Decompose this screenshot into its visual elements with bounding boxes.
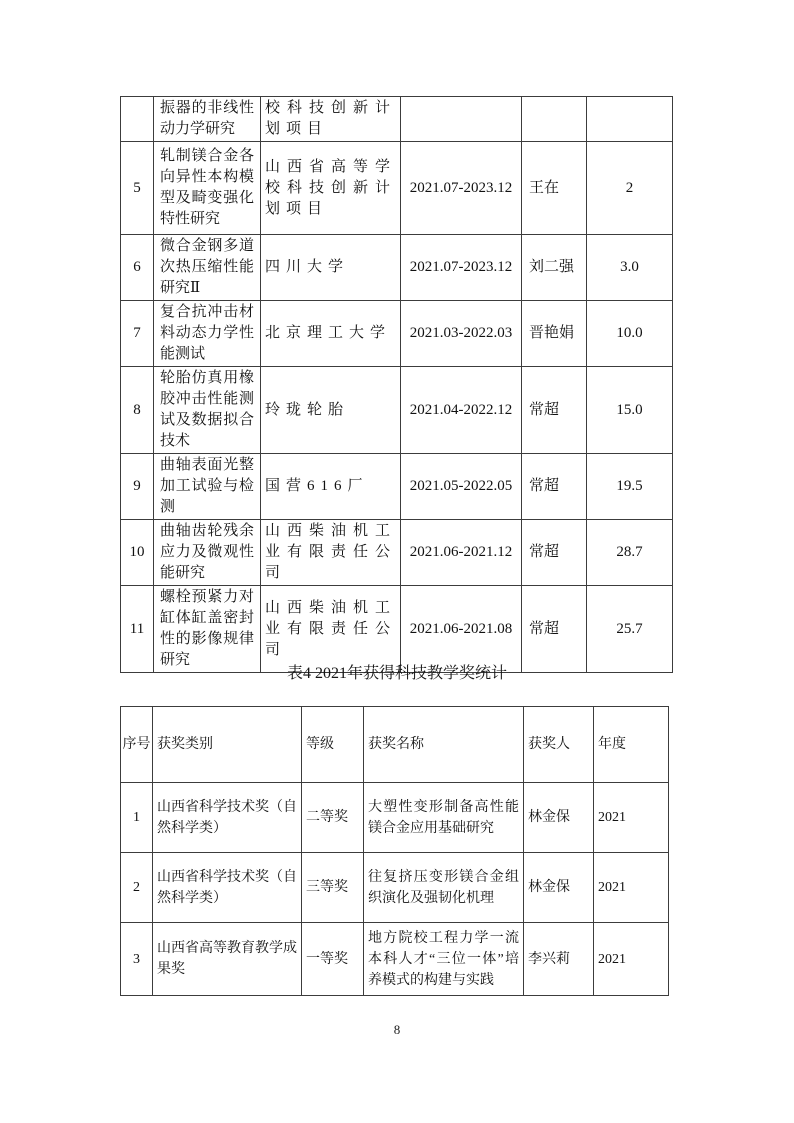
cell-no: 11: [121, 586, 154, 673]
cell-no: 5: [121, 142, 154, 235]
table-header-row: [121, 707, 669, 783]
cell-amount: 15.0: [587, 367, 673, 454]
cell-award-name: 往复挤压变形镁合金组织演化及强韧化机理: [364, 853, 524, 923]
table-row: [121, 586, 673, 673]
cell-grade: 二等奖: [302, 783, 364, 853]
table-row: [121, 853, 669, 923]
cell-amount: 10.0: [587, 301, 673, 367]
cell-org: 校科技创新计划项目: [261, 97, 401, 142]
cell-no: 1: [121, 783, 153, 853]
cell-amount: [587, 97, 673, 142]
cell-project: 复合抗冲击材料动态力学性能测试: [154, 301, 261, 367]
cell-project: 曲轴齿轮残余应力及微观性能研究: [154, 520, 261, 586]
cell-amount: 3.0: [587, 235, 673, 301]
cell-person: 常超: [522, 367, 587, 454]
cell-no: 3: [121, 923, 153, 996]
cell-org: 四川大学: [261, 235, 401, 301]
cell-period: 2021.03-2022.03: [401, 301, 522, 367]
cell-period: 2021.07-2023.12: [401, 235, 522, 301]
cell-project: 螺栓预紧力对缸体缸盖密封性的影像规律研究: [154, 586, 261, 673]
cell-period: 2021.04-2022.12: [401, 367, 522, 454]
cell-winner: 林金保: [524, 783, 594, 853]
cell-period: 2021.06-2021.08: [401, 586, 522, 673]
cell-project: 轧制镁合金各向异性本构模型及畸变强化特性研究: [154, 142, 261, 235]
table-row: [121, 923, 669, 996]
header-no: 序号: [121, 707, 153, 783]
cell-year: 2021: [594, 853, 669, 923]
table-row: [121, 142, 673, 235]
cell-person: [522, 97, 587, 142]
table-row: [121, 235, 673, 301]
cell-year: 2021: [594, 783, 669, 853]
cell-org: 北京理工大学: [261, 301, 401, 367]
cell-grade: 三等奖: [302, 853, 364, 923]
cell-period: [401, 97, 522, 142]
cell-award-name: 大塑性变形制备高性能镁合金应用基础研究: [364, 783, 524, 853]
table-row: [121, 454, 673, 520]
cell-no: 9: [121, 454, 154, 520]
cell-award-name: 地方院校工程力学一流本科人才“三位一体”培养模式的构建与实践: [364, 923, 524, 996]
cell-person: 刘二强: [522, 235, 587, 301]
cell-project: 曲轴表面光整加工试验与检测: [154, 454, 261, 520]
cell-no: 7: [121, 301, 154, 367]
table-row-partial: [121, 97, 673, 142]
page-number: 8: [393, 1022, 401, 1037]
cell-person: 常超: [522, 454, 587, 520]
header-grade: 等级: [302, 707, 364, 783]
cell-project: 轮胎仿真用橡胶冲击性能测试及数据拟合技术: [154, 367, 261, 454]
cell-person: 王在: [522, 142, 587, 235]
cell-org: 山西柴油机工业有限责任公司: [261, 520, 401, 586]
cell-org: 山西省高等学校科技创新计划项目: [261, 142, 401, 235]
cell-no: [121, 97, 154, 142]
cell-winner: 林金保: [524, 853, 594, 923]
cell-amount: 19.5: [587, 454, 673, 520]
cell-category: 山西省科学技术奖（自然科学类）: [153, 783, 302, 853]
header-winner: 获奖人: [524, 707, 594, 783]
table-row: [121, 301, 673, 367]
cell-period: 2021.05-2022.05: [401, 454, 522, 520]
table-row: [121, 783, 669, 853]
header-category: 获奖类别: [153, 707, 302, 783]
cell-org: 国营616厂: [261, 454, 401, 520]
awards-table: [120, 706, 669, 996]
cell-person: 晋艳娟: [522, 301, 587, 367]
cell-amount: 2: [587, 142, 673, 235]
cell-project: 微合金钢多道次热压缩性能研究Ⅱ: [154, 235, 261, 301]
header-year: 年度: [594, 707, 669, 783]
cell-grade: 一等奖: [302, 923, 364, 996]
cell-no: 8: [121, 367, 154, 454]
cell-no: 6: [121, 235, 154, 301]
cell-category: 山西省科学技术奖（自然科学类）: [153, 853, 302, 923]
table-row: [121, 367, 673, 454]
cell-project: 振器的非线性动力学研究: [154, 97, 261, 142]
cell-person: 常超: [522, 520, 587, 586]
cell-period: 2021.06-2021.12: [401, 520, 522, 586]
cell-category: 山西省高等教育教学成果奖: [153, 923, 302, 996]
cell-no: 10: [121, 520, 154, 586]
table4-title: 表4 2021年获得科技教学奖统计: [286, 665, 507, 682]
cell-org: 玲珑轮胎: [261, 367, 401, 454]
cell-person: 常超: [522, 586, 587, 673]
projects-table: [120, 96, 673, 673]
cell-no: 2: [121, 853, 153, 923]
cell-org: 山西柴油机工业有限责任公司: [261, 586, 401, 673]
cell-period: 2021.07-2023.12: [401, 142, 522, 235]
cell-amount: 25.7: [587, 586, 673, 673]
cell-winner: 李兴莉: [524, 923, 594, 996]
cell-amount: 28.7: [587, 520, 673, 586]
cell-year: 2021: [594, 923, 669, 996]
table-row: [121, 520, 673, 586]
header-award-name: 获奖名称: [364, 707, 524, 783]
